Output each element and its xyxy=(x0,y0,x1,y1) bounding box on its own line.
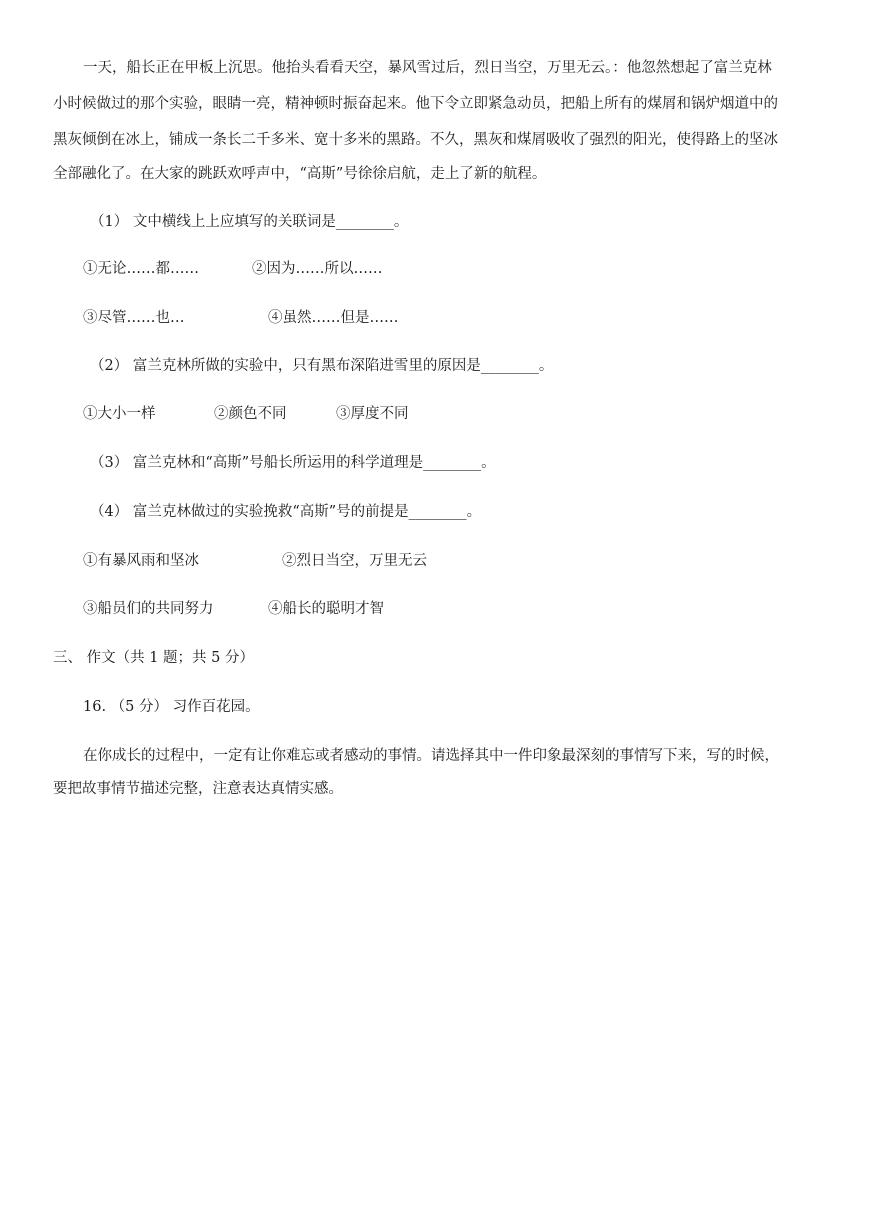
question-2: （2） 富兰克林所做的实验中，只有黑布深陷进雪里的原因是________。 xyxy=(90,358,554,374)
essay-prompt-line: 在你成长的过程中，一定有让你难忘或者感动的事情。请选择其中一件印象最深刻的事情写下来，写的时候， xyxy=(83,748,779,764)
passage-line: 一天，船长正在甲板上沉思。他抬头看看天空，暴风雪过后，烈日当空，万里无云。：他忽然想起了富兰克林 xyxy=(83,60,772,76)
question-4-option-3: ③船员们的共同努力 xyxy=(83,601,214,617)
question-2-option-3: ③厚度不同 xyxy=(336,406,409,422)
question-2-option-2: ②颜色不同 xyxy=(214,406,287,422)
question-1-option-2: ②因为……所以…… xyxy=(252,261,383,277)
question-1-option-3: ③尽管……也… xyxy=(83,310,185,326)
question-2-option-1: ①大小一样 xyxy=(83,406,156,422)
question-1-option-4: ④虽然……但是…… xyxy=(268,310,399,326)
passage-line: 全部融化了。在大家的跳跃欢呼声中，“高斯”号徐徐启航，走上了新的航程。 xyxy=(53,166,547,182)
question-4-option-2: ②烈日当空，万里无云 xyxy=(282,553,427,569)
passage-line: 黑灰倾倒在冰上，铺成一条长二千多米、宽十多米的黑路。不久，黑灰和煤屑吸收了强烈的阳光，使得路上的坚冰 xyxy=(53,132,778,148)
question-1-option-1: ①无论……都…… xyxy=(83,261,199,277)
section-heading: 三、 作文（共 1 题；共 5 分） xyxy=(53,650,254,666)
essay-item-title: 16. （5 分） 习作百花园。 xyxy=(83,699,260,715)
passage-line: 小时候做过的那个实验，眼睛一亮，精神顿时振奋起来。他下令立即紧急动员，把船上所有的煤屑和锅炉烟道中的 xyxy=(53,96,778,112)
question-4: （4） 富兰克林做过的实验挽救“高斯”号的前提是________。 xyxy=(90,504,482,520)
essay-prompt-line: 要把故事情节描述完整，注意表达真情实感。 xyxy=(53,781,343,797)
question-3: （3） 富兰克林和“高斯”号船长所运用的科学道理是________。 xyxy=(90,455,496,471)
question-4-option-4: ④船长的聪明才智 xyxy=(268,601,384,617)
question-4-option-1: ①有暴风雨和坚冰 xyxy=(83,553,199,569)
question-1: （1） 文中横线上上应填写的关联词是________。 xyxy=(90,214,409,230)
